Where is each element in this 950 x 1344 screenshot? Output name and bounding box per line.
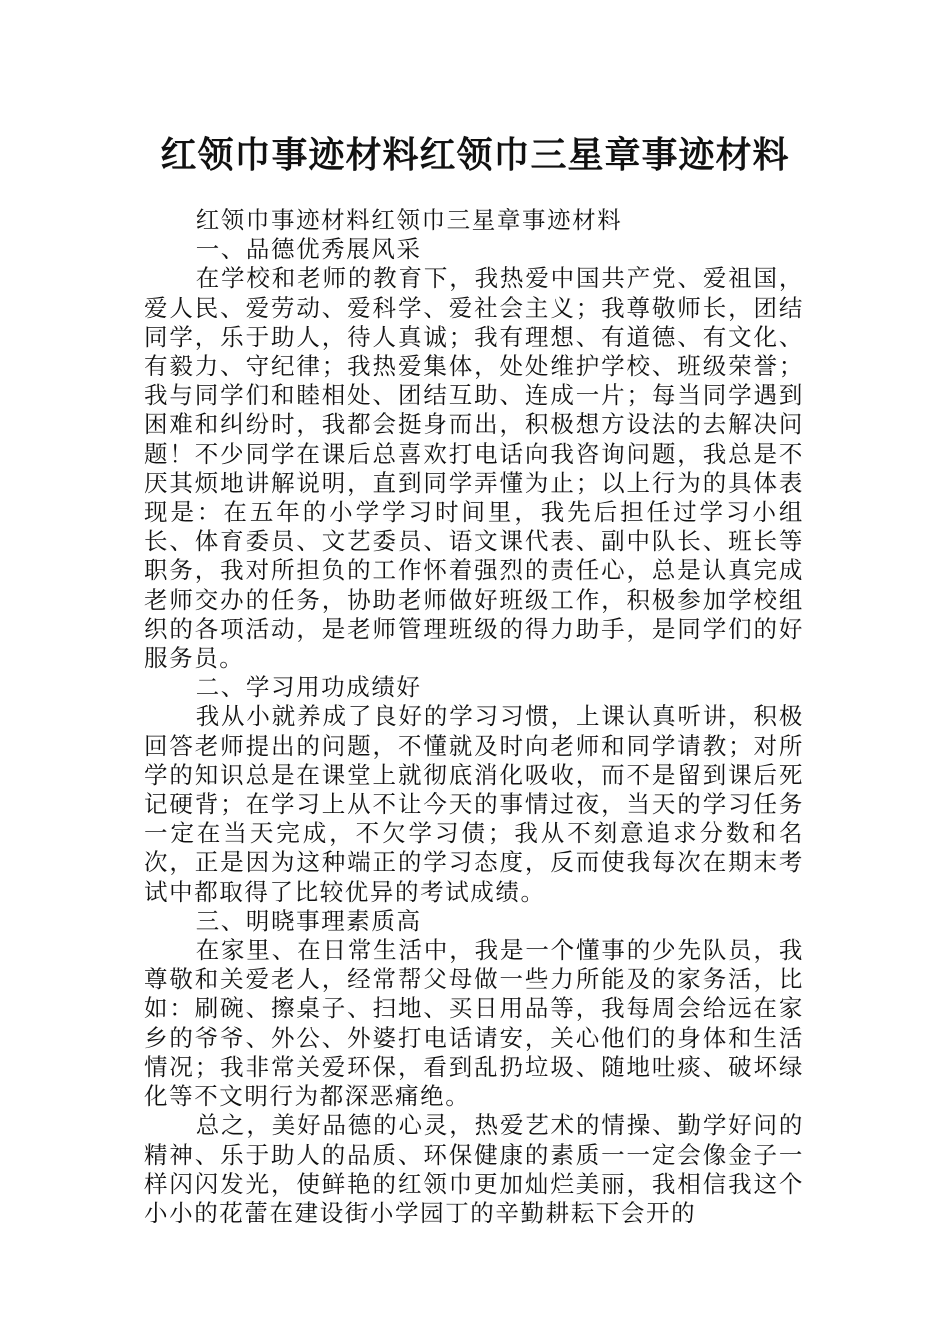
paragraph-character: 在学校和老师的教育下，我热爱中国共产党、爱祖国，爱人民、爱劳动、爱科学、爱社会主义；我尊敬师长，团结同学，乐于助人，待人真诚；我有理想、有道德、有文化、有毅力、守纪律；我热爱集体，处处维护学校、班级荣誉；我与同学们和睦相处、团结互助、连成一片；每当同学遇到困难和纠纷时，我都会挺身而出，积极想方设法的去解决问题！不少同学在课后总喜欢打电话向我咨询问题，我总是不厌其烦地讲解说明，直到同学弄懂为止；以上行为的具体表现是：在五年的小学学习时间里，我先后担任过学习小组长、体育委员、文艺委员、语文课代表、副中队长、班长等职务，我对所担负的工作怀着强烈的责任心，总是认真完成老师交办的任务，协助老师做好班级工作，积极参加学校组织的各项活动，是老师管理班级的得力助手，是同学们的好服务员。	[144, 264, 804, 673]
paragraph-study: 我从小就养成了良好的学习习惯，上课认真听讲，积极回答老师提出的问题，不懂就及时向老师和同学请教；对所学的知识总是在课堂上就彻底消化吸收，而不是留到课后死记硬背；在学习上从不让今天的事情过夜，当天的学习任务一定在当天完成，不欠学习债；我从不刻意追求分数和名次，正是因为这种端正的学习态度，反而使我每次在期末考试中都取得了比较优异的考试成绩。	[144, 702, 804, 906]
document-body	[144, 206, 804, 1228]
document-title: 红领巾事迹材料红领巾三星章事迹材料	[160, 134, 790, 176]
section-heading-3: 三、明晓事理素质高	[195, 906, 422, 935]
subtitle-line: 红领巾事迹材料红领巾三星章事迹材料	[195, 206, 623, 234]
section-heading-1: 一、品德优秀展风采	[195, 235, 422, 264]
paragraph-conclusion: 总之，美好品德的心灵，热爱艺术的情操、勤学好问的精神、乐于助人的品质、环保健康的素质一一定会像金子一样闪闪发光，使鲜艳的红领巾更加灿烂美丽，我相信我这个小小的花蕾在建设街小学园丁的辛勤耕耘下会开的	[144, 1111, 804, 1227]
section-heading-2: 二、学习用功成绩好	[195, 673, 422, 702]
paragraph-home-life: 在家里、在日常生活中，我是一个懂事的少先队员，我尊敬和关爱老人，经常帮父母做一些力所能及的家务活，比如：刷碗、擦桌子、扫地、买日用品等，我每周会给远在家乡的爷爷、外公、外婆打电话请安，关心他们的身体和生活情况；我非常关爱环保，看到乱扔垃圾、随地吐痰、破坏绿化等不文明行为都深恶痛绝。	[144, 936, 804, 1111]
